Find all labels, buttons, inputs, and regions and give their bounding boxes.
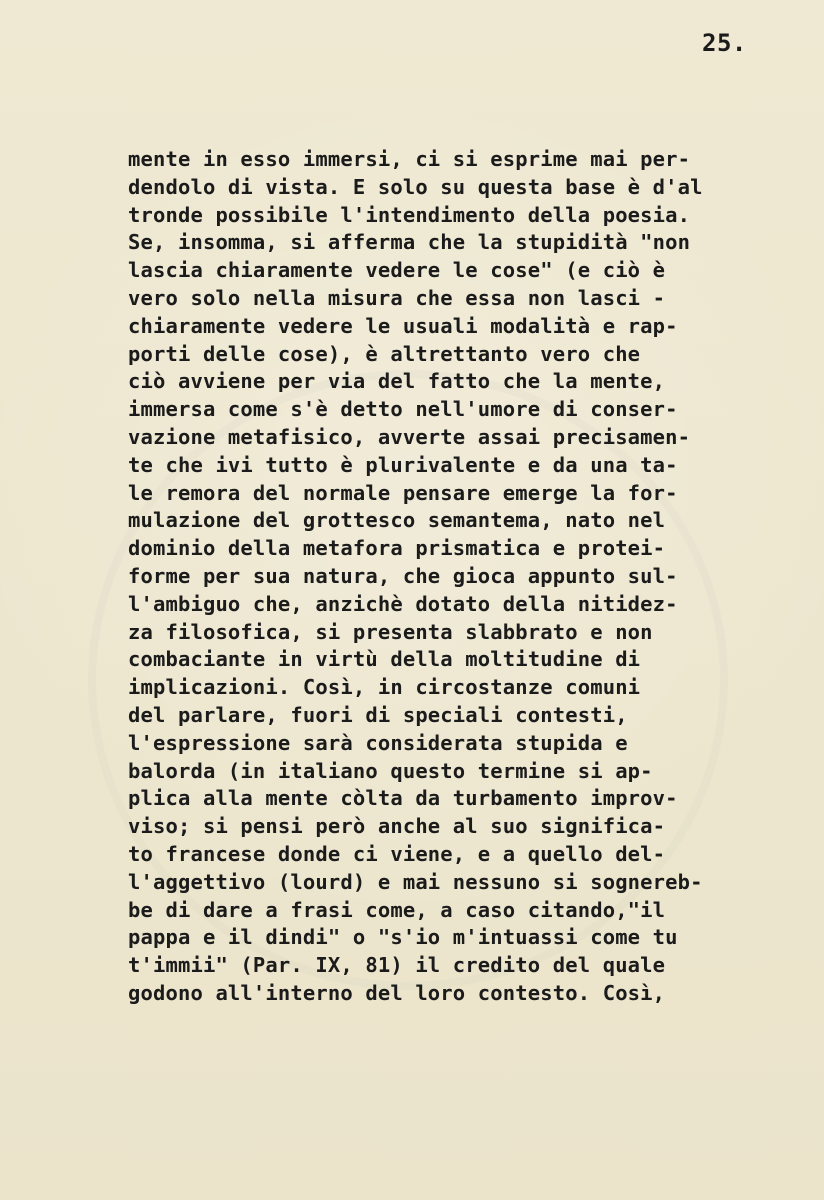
text-line: dominio della metafora prismatica e protei- — [128, 536, 666, 561]
text-line: mulazione del grottesco semantema, nato nel — [128, 508, 666, 533]
text-line: Se, insomma, si afferma che la stupidità "non — [128, 230, 691, 255]
text-line: immersa come s'è detto nell'umore di conser- — [128, 397, 678, 422]
text-line: vero solo nella misura che essa non lasci - — [128, 285, 666, 310]
text-line: be di dare a frasi come, a caso citando,"il — [128, 897, 666, 922]
text-line: viso; si pensi però anche al suo significa- — [128, 814, 666, 839]
text-line: forme per sua natura, che gioca appunto sul- — [128, 563, 678, 588]
text-line: dendolo di vista. E solo su questa base è d'al — [128, 174, 703, 199]
text-line: implicazioni. Così, in circostanze comuni — [128, 675, 641, 700]
text-line: le remora del normale pensare emerge la for- — [128, 480, 678, 505]
text-line: za filosofica, si presenta slabbrato e non — [128, 619, 653, 644]
text-line: godono all'interno del loro contesto. Così, — [128, 980, 666, 1005]
text-line: vazione metafisico, avverte assai precisamen- — [128, 424, 691, 449]
text-line: chiaramente vedere le usuali modalità e rap- — [128, 313, 678, 338]
text-line: combaciante in virtù della moltitudine di — [128, 647, 641, 672]
text-line: tronde possibile l'intendimento della poesia. — [128, 202, 691, 227]
page-number: 25. — [702, 29, 747, 57]
text-line: del parlare, fuori di speciali contesti, — [128, 702, 628, 727]
text-line: mente in esso immersi, ci si esprime mai per- — [128, 147, 691, 171]
text-line: plica alla mente còlta da turbamento improv- — [128, 786, 678, 811]
text-line: lascia chiaramente vedere le cose" (e ciò è — [128, 258, 666, 283]
text-line: l'ambiguo che, anzichè dotato della nitidez- — [128, 591, 678, 616]
text-line: l'aggettivo (lourd) e mai nessuno si sognereb- — [128, 869, 703, 894]
text-line: porti delle cose), è altrettanto vero che — [128, 341, 641, 366]
text-line: te che ivi tutto è plurivalente e da una ta- — [128, 452, 678, 477]
body-text — [128, 146, 792, 1008]
text-line: l'espressione sarà considerata stupida e — [128, 730, 628, 755]
text-line: balorda (in italiano questo termine si ap- — [128, 758, 653, 783]
text-line: pappa e il dindi" o "s'io m'intuassi come tu — [128, 925, 678, 950]
text-line: to francese donde ci viene, e a quello del- — [128, 841, 666, 866]
text-line: ciò avviene per via del fatto che la mente, — [128, 369, 666, 394]
text-line: t'immii" (Par. IX, 81) il credito del quale — [128, 953, 666, 978]
